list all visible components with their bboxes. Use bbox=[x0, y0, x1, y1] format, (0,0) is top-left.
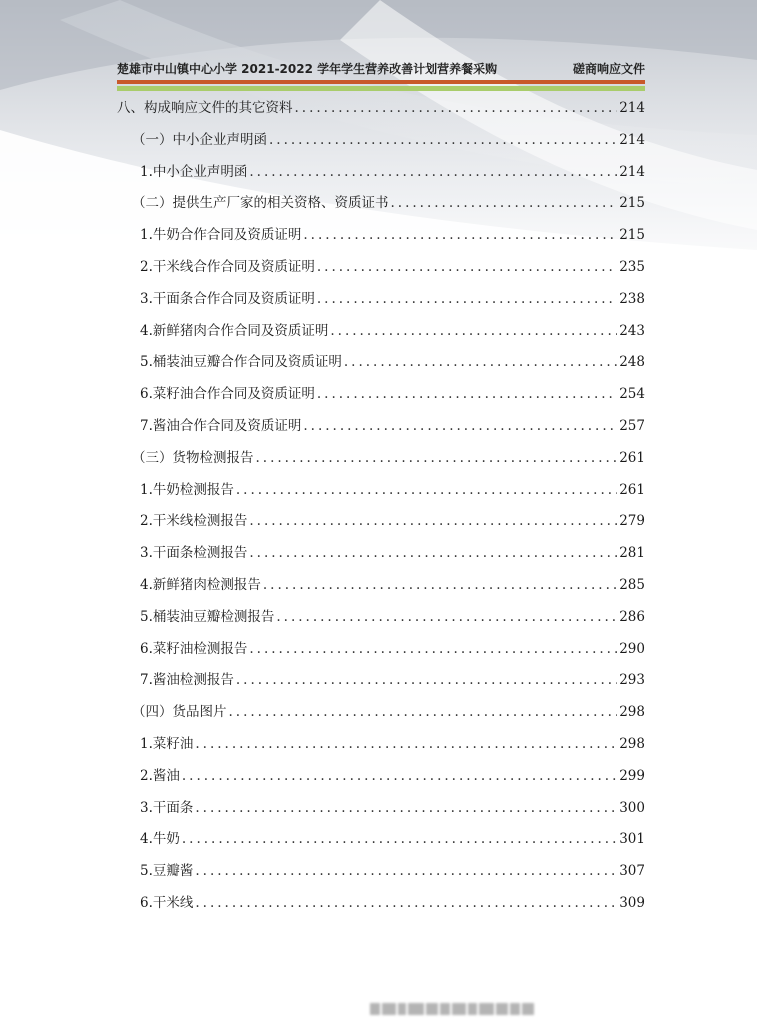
toc-entry-title: 干米线 bbox=[152, 895, 194, 911]
toc-page-number: 214 bbox=[619, 100, 645, 116]
toc-entry-title: 酱油 bbox=[152, 767, 180, 784]
toc-dot-leader bbox=[229, 704, 618, 720]
toc-entry[interactable] bbox=[140, 478, 645, 498]
toc-entry-number: 6. bbox=[140, 386, 153, 403]
toc-entry-title: 牛奶检测报告 bbox=[152, 481, 234, 498]
toc-dot-leader bbox=[236, 482, 617, 498]
toc-entry-title: 新鲜猪肉合作合同及资质证明 bbox=[152, 322, 329, 339]
toc-dot-leader bbox=[256, 450, 618, 466]
toc-page-number: 254 bbox=[619, 386, 645, 403]
toc-entry[interactable] bbox=[132, 191, 645, 211]
toc-entry[interactable] bbox=[117, 96, 645, 116]
toc-dot-leader bbox=[303, 227, 617, 243]
toc-entry-title: 干米线检测报告 bbox=[152, 513, 248, 530]
toc-entry-number: 3. bbox=[140, 799, 153, 816]
toc-dot-leader bbox=[330, 323, 617, 339]
toc-entry-number: 4. bbox=[140, 322, 153, 339]
header-document-type: 磋商响应文件 bbox=[572, 62, 645, 76]
toc-entry[interactable] bbox=[132, 128, 645, 148]
toc-dot-leader bbox=[249, 164, 617, 180]
toc-page-number: 281 bbox=[619, 545, 645, 562]
toc-dot-leader bbox=[249, 513, 617, 529]
toc-entry-number: 1. bbox=[140, 227, 153, 244]
toc-dot-leader bbox=[182, 831, 617, 847]
toc-entry[interactable] bbox=[140, 541, 645, 561]
toc-entry[interactable] bbox=[140, 287, 645, 307]
toc-entry-title: 桶装油豆瓣检测报告 bbox=[152, 608, 275, 625]
toc-entry-title: 干面条合作合同及资质证明 bbox=[152, 290, 315, 307]
toc-page-number: 215 bbox=[619, 195, 645, 212]
toc-page-number: 261 bbox=[619, 449, 645, 466]
toc-entry-title: 菜籽油合作合同及资质证明 bbox=[152, 386, 315, 403]
toc-dot-leader bbox=[317, 291, 617, 307]
toc-dot-leader bbox=[295, 100, 618, 116]
toc-entry-number: 6. bbox=[140, 895, 153, 911]
toc-dot-leader bbox=[391, 195, 618, 211]
toc-entry-title: 1.中小企业声明函 bbox=[140, 163, 248, 180]
toc-entry-number: 1. bbox=[140, 481, 153, 498]
toc-entry[interactable] bbox=[140, 891, 645, 911]
toc-entry-title: （三）货物检测报告 bbox=[132, 449, 254, 466]
toc-entry[interactable] bbox=[140, 350, 645, 370]
toc-page-number: 243 bbox=[619, 322, 645, 339]
toc-entry-title: （四）货品图片 bbox=[132, 704, 227, 721]
toc-dot-leader bbox=[182, 768, 617, 784]
toc-page-number: 298 bbox=[619, 736, 645, 752]
toc-entry-title: 酱油合作合同及资质证明 bbox=[152, 418, 302, 434]
toc-page-number: 290 bbox=[619, 640, 645, 657]
toc-entry[interactable] bbox=[132, 700, 645, 720]
toc-page-number: 279 bbox=[619, 513, 645, 530]
toc-entry[interactable] bbox=[140, 827, 645, 847]
toc-entry-title: 干面条检测报告 bbox=[152, 545, 248, 562]
toc-entry-title: 牛奶合作合同及资质证明 bbox=[152, 227, 302, 244]
toc-entry-title: 菜籽油检测报告 bbox=[152, 640, 248, 657]
toc-entry[interactable] bbox=[140, 605, 645, 625]
toc-dot-leader bbox=[263, 577, 617, 593]
toc-page-number: 215 bbox=[619, 227, 645, 244]
toc-entry-number: 5. bbox=[140, 608, 153, 625]
toc-entry[interactable] bbox=[140, 319, 645, 339]
toc-entry-title: 牛奶 bbox=[152, 831, 180, 848]
toc-entry-title: （一）中小企业声明函 bbox=[132, 131, 267, 148]
toc-entry-number: 2. bbox=[140, 513, 153, 530]
toc-entry[interactable] bbox=[140, 223, 645, 243]
toc-page-number: 301 bbox=[619, 831, 645, 848]
toc-dot-leader bbox=[317, 259, 617, 275]
toc-entry-title: 干面条 bbox=[152, 799, 194, 816]
toc-entry-title: 菜籽油 bbox=[152, 736, 194, 752]
toc-entry[interactable] bbox=[140, 637, 645, 657]
toc-page-number: 248 bbox=[619, 354, 645, 371]
toc-entry-number: 5. bbox=[140, 354, 153, 371]
toc-dot-leader bbox=[195, 895, 617, 911]
toc-entry-number: 1. bbox=[140, 736, 153, 752]
page-header bbox=[117, 58, 645, 78]
toc-dot-leader bbox=[195, 736, 617, 752]
toc-page-number: 261 bbox=[619, 481, 645, 498]
toc-page-number: 214 bbox=[619, 163, 645, 180]
toc-entry[interactable] bbox=[140, 732, 645, 752]
toc-entry-number: 2. bbox=[140, 259, 153, 275]
toc-entry-number: 5. bbox=[140, 863, 153, 880]
toc-page-number: 257 bbox=[619, 418, 645, 434]
toc-entry-title: 新鲜猪肉检测报告 bbox=[152, 577, 261, 593]
toc-dot-leader bbox=[269, 132, 617, 148]
toc-entry-title: 桶装油豆瓣合作合同及资质证明 bbox=[152, 354, 342, 371]
toc-dot-leader bbox=[195, 800, 617, 816]
toc-page-number: 299 bbox=[619, 767, 645, 784]
toc-entry[interactable] bbox=[140, 160, 645, 180]
toc-dot-leader bbox=[276, 609, 617, 625]
toc-entry[interactable] bbox=[140, 573, 645, 593]
toc-page-number: 298 bbox=[619, 704, 645, 721]
toc-entry[interactable] bbox=[140, 764, 645, 784]
toc-entry-title: 八、构成响应文件的其它资料 bbox=[117, 100, 293, 116]
toc-page-number: 300 bbox=[619, 799, 645, 816]
header-document-title: 楚雄市中山镇中心小学 2021-2022 学年学生营养改善计划营养餐采购 bbox=[117, 62, 498, 76]
toc-entry-number: 7. bbox=[140, 672, 153, 689]
toc-entry[interactable] bbox=[140, 414, 645, 434]
toc-entry[interactable] bbox=[140, 382, 645, 402]
toc-dot-leader bbox=[249, 641, 617, 657]
toc-page-number: 309 bbox=[619, 895, 645, 911]
toc-entry-title: 豆瓣酱 bbox=[152, 863, 194, 880]
toc-page-number: 238 bbox=[619, 290, 645, 307]
toc-page-number: 235 bbox=[619, 259, 645, 275]
toc-dot-leader bbox=[303, 418, 617, 434]
toc-entry-number: 3. bbox=[140, 290, 153, 307]
toc-entry[interactable] bbox=[140, 796, 645, 816]
blurred-footer-watermark bbox=[370, 1003, 536, 1015]
toc-dot-leader bbox=[195, 863, 617, 879]
toc-entry-number: 3. bbox=[140, 545, 153, 562]
toc-page-number: 285 bbox=[619, 577, 645, 593]
toc-entry-title: 干米线合作合同及资质证明 bbox=[152, 259, 315, 275]
toc-entry[interactable] bbox=[140, 509, 645, 529]
toc-dot-leader bbox=[249, 545, 617, 561]
toc-dot-leader bbox=[236, 672, 617, 688]
toc-entry[interactable] bbox=[140, 859, 645, 879]
toc-entry-number: 4. bbox=[140, 831, 153, 848]
toc-entry[interactable] bbox=[140, 255, 645, 275]
toc-entry-number: 4. bbox=[140, 577, 153, 593]
toc-entry[interactable] bbox=[140, 668, 645, 688]
header-rule-orange bbox=[117, 80, 645, 84]
toc-entry-title: （二）提供生产厂家的相关资格、资质证书 bbox=[132, 195, 389, 212]
toc-entry[interactable] bbox=[132, 446, 645, 466]
toc-dot-leader bbox=[344, 354, 617, 370]
toc-page-number: 293 bbox=[619, 672, 645, 689]
toc-page-number: 214 bbox=[619, 131, 645, 148]
toc-entry-number: 6. bbox=[140, 640, 153, 657]
toc-page-number: 286 bbox=[619, 608, 645, 625]
toc-entry-title: 酱油检测报告 bbox=[152, 672, 234, 689]
toc-dot-leader bbox=[317, 386, 617, 402]
toc-page-number: 307 bbox=[619, 863, 645, 880]
header-rule-green bbox=[117, 86, 645, 91]
toc-entry-number: 2. bbox=[140, 767, 153, 784]
toc-entry-number: 7. bbox=[140, 418, 153, 434]
